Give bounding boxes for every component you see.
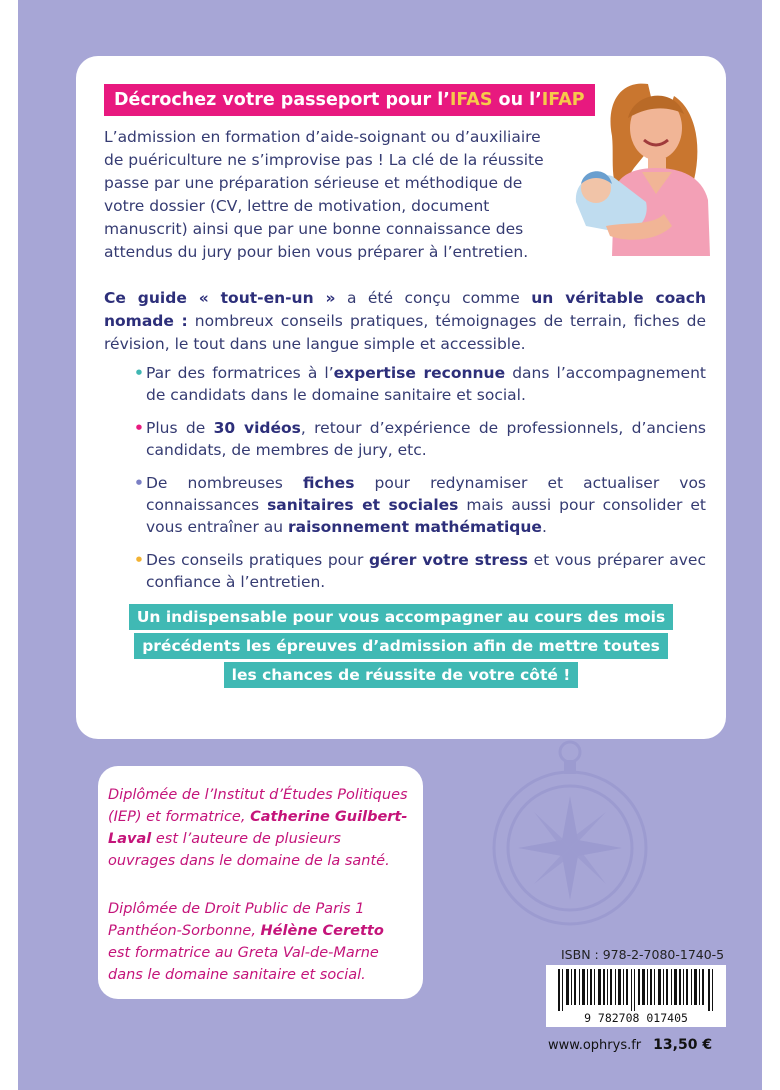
bullet-dot: • <box>134 364 144 382</box>
feature-emphasis: fiches <box>302 474 355 492</box>
feature-item <box>134 362 706 406</box>
publisher-url: www.ophrys.fr <box>548 1038 642 1053</box>
feature-text: dans l’accompagnement de candidats dans le domaine sanitaire et social. <box>146 364 706 404</box>
guide-text: a été conçu comme <box>335 289 532 307</box>
nurse-with-baby-illustration <box>556 76 716 256</box>
author-name: Catherine Guilbert-Laval <box>108 809 408 847</box>
compass-icon <box>480 738 660 928</box>
feature-text: , retour d’expérience de professionnels, d’anciens candidats, de membres de jury, etc. <box>146 419 706 459</box>
bullet-dot: • <box>134 419 144 437</box>
guide-emphasis: un véritable coach nomade : <box>104 289 706 330</box>
feature-list <box>134 362 706 604</box>
headline-prefix: Décrochez votre passeport pour l’ <box>114 90 450 110</box>
feature-emphasis: gérer votre stress <box>368 551 529 569</box>
barcode-bars <box>558 969 714 1011</box>
headline-banner <box>104 84 595 116</box>
feature-text: Des conseils pratiques pour <box>146 551 369 569</box>
bio-text: est formatrice au Greta Val-de-Marne dans le domaine sanitaire et social. <box>108 945 379 983</box>
feature-emphasis: 30 vidéos <box>213 419 301 437</box>
isbn-label: ISBN : 978-2-7080-1740-5 <box>561 947 725 962</box>
highlight-callout <box>76 604 726 691</box>
author-name: Hélène Ceretto <box>260 923 384 939</box>
feature-text: . <box>541 518 547 536</box>
author-bio-2 <box>108 898 410 986</box>
bio-text: Diplômée de Droit Public de Paris 1 Panthéon-Sorbonne, <box>108 901 365 939</box>
price: 13,50 € <box>653 1037 713 1053</box>
bio-text: est l’auteure de plusieurs ouvrages dans le domaine de la santé. <box>108 831 390 869</box>
barcode-number: 9 782708 017405 <box>584 1011 688 1025</box>
feature-text: et vous préparer avec confiance à l’entretien. <box>146 551 706 591</box>
guide-paragraph <box>104 287 706 356</box>
feature-item <box>134 549 706 593</box>
footer <box>548 1037 712 1053</box>
author-bio-card <box>98 766 423 999</box>
feature-emphasis: expertise reconnue <box>333 364 506 382</box>
feature-emphasis: raisonnement mathématique <box>288 518 542 536</box>
guide-title: Ce guide « tout-en-un » <box>104 289 336 307</box>
feature-text: pour redynamiser et actualiser vos connaissances <box>146 474 706 514</box>
bullet-dot: • <box>134 474 144 492</box>
bio-text: Diplômée de l’Institut d’Études Politiques (IEP) et formatrice, <box>108 787 408 825</box>
headline-mid: ou l’ <box>492 90 542 110</box>
author-bio-1 <box>108 784 410 872</box>
headline-ifap: IFAP <box>541 90 585 110</box>
feature-text: mais aussi pour consolider et vous entraîner au <box>146 496 706 536</box>
feature-text: Par des formatrices à l’ <box>146 364 334 382</box>
highlight-line: Un indispensable pour vous accompagner au cours des mois <box>129 604 673 630</box>
highlight-line: les chances de réussite de votre côté ! <box>224 662 579 688</box>
feature-item <box>134 417 706 461</box>
summary-card <box>76 56 726 739</box>
feature-text: De nombreuses <box>146 474 303 492</box>
feature-text: Plus de <box>146 419 214 437</box>
book-back-cover <box>18 0 762 1090</box>
intro-paragraph: L’admission en formation d’aide-soignant ou d’auxiliaire de puériculture ne s’improvise pas ! La clé de la réussite passe par une préparation sérieuse et méthodique de votre dossier (CV, lettre de motivation, document manuscrit) ainsi que par une bonne connaissance des attendus du jury pour bien vous préparer à l’entretien. <box>104 128 544 261</box>
feature-emphasis: sanitaires et sociales <box>267 496 459 514</box>
feature-item <box>134 472 706 538</box>
bullet-dot: • <box>134 551 144 569</box>
highlight-line: précédents les épreuves d’admission afin de mettre toutes <box>134 633 668 659</box>
barcode <box>546 965 726 1027</box>
guide-text: nombreux conseils pratiques, témoignages de terrain, fiches de révision, le tout dans une langue simple et accessible. <box>104 312 707 353</box>
headline-ifas: IFAS <box>449 90 493 110</box>
